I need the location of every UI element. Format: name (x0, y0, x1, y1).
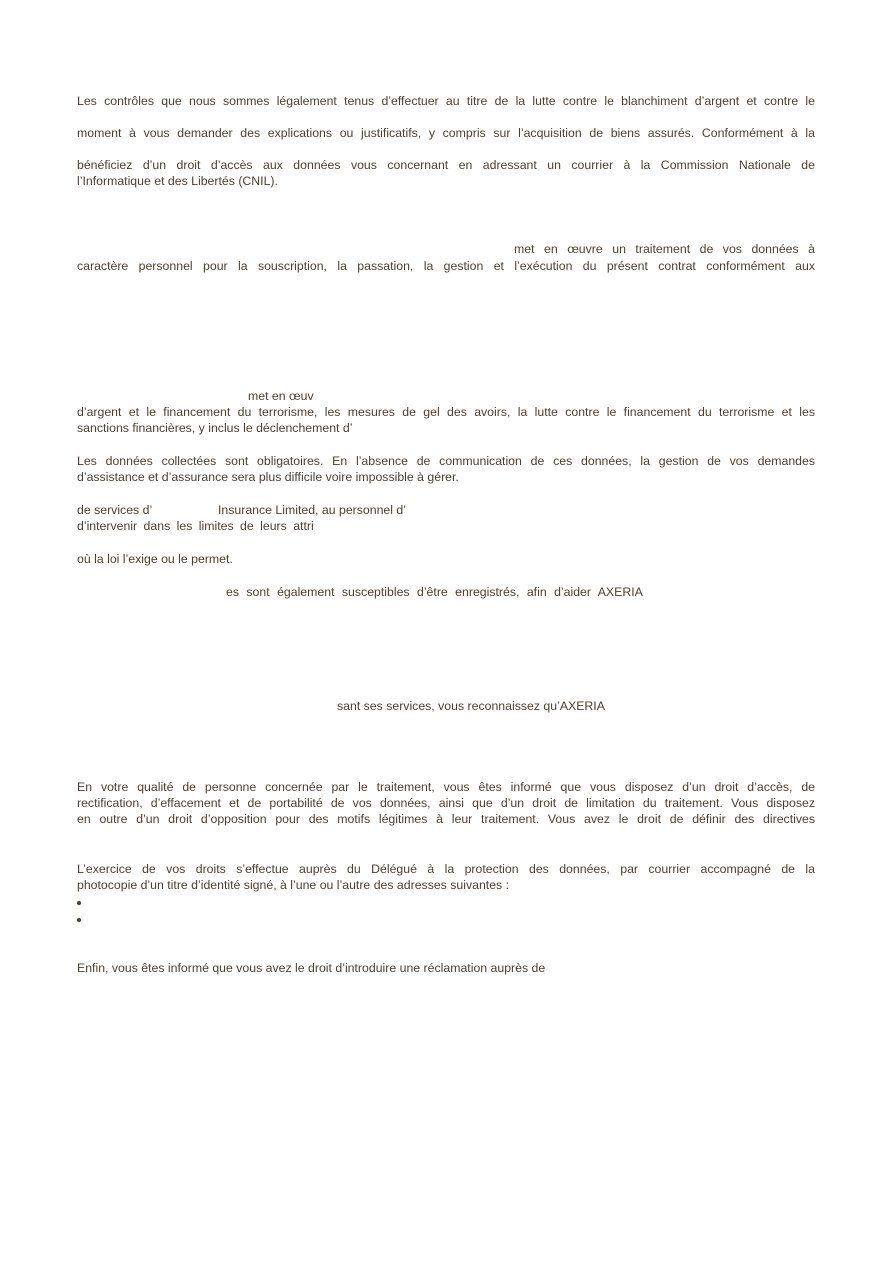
paragraph-aml-line-4: l’Informatique et des Libertés (CNIL). (77, 174, 278, 188)
paragraph-law-line-1: où la loi l’exige ou le permet. (77, 552, 233, 566)
paragraph-sanctions-line-1: met en œuv (248, 389, 314, 403)
paragraph-recipients-line-1a: de services d’ (77, 503, 153, 517)
paragraph-exercise-rights-line-2: photocopie d’un titre d’identité signé, à l’une ou l’autre des adresses suivantes : (77, 878, 510, 892)
paragraph-rights-line-1: En votre qualité de personne concernée par le traitement, vous êtes informé que vous disposez d’un droit d’accès, de (77, 780, 815, 794)
paragraph-recipients-line-2: d’intervenir dans les limites de leurs attri (77, 519, 314, 533)
bullet-address-2 (77, 918, 81, 922)
paragraph-sanctions-line-3: sanctions financières, y inclus le déclenchement d’ (77, 421, 353, 435)
bullet-address-1 (77, 901, 81, 905)
paragraph-sanctions-line-2: d’argent et le financement du terrorisme, les mesures de gel des avoirs, la lutte contre le financement du terrorisme et les (77, 405, 815, 419)
paragraph-recipients-line-1b: Insurance Limited, au personnel d’ (218, 503, 406, 517)
paragraph-rights-line-2: rectification, d’effacement et de portabilité de vos données, ainsi que d’un droit de limitation du traitement. Vous disposez (77, 796, 815, 810)
paragraph-processing-line-2: caractère personnel pour la souscription, la passation, la gestion et l’exécution du présent contrat conformément aux (77, 259, 815, 273)
paragraph-mandatory-data-line-2: d’assistance et d’assurance sera plus difficile voire impossible à gérer. (77, 470, 459, 484)
paragraph-aml-line-1: Les contrôles que nous sommes légalement tenus d’effectuer au titre de la lutte contre le blanchiment d’argent et contre le (77, 94, 815, 108)
paragraph-aml-line-3: bénéficiez d’un droit d’accès aux données vous concernant en adressant un courrier à la Commission Nationale de (77, 158, 815, 172)
paragraph-mandatory-data-line-1: Les données collectées sont obligatoires. En l’absence de communication de ces données, la gestion de vos demandes (77, 454, 815, 468)
paragraph-complaint-line-1: Enfin, vous êtes informé que vous avez le droit d’introduire une réclamation auprès de (77, 961, 546, 975)
paragraph-exercise-rights-line-1: L’exercice de vos droits s’effectue auprès du Délégué à la protection des données, par courrier accompagné de la (77, 862, 815, 876)
paragraph-rights-line-3: en outre d’un droit d’opposition pour des motifs légitimes à leur traitement. Vous avez le droit de définir des directives (77, 812, 815, 826)
paragraph-aml-line-2: moment à vous demander des explications ou justificatifs, y compris sur l’acquisition de biens assurés. Conformément à la (77, 126, 815, 140)
paragraph-recording-line-1: es sont également susceptibles d’être enregistrés, afin d’aider AXERIA (226, 585, 643, 599)
paragraph-services-line-1: sant ses services, vous reconnaissez qu’AXERIA (337, 699, 605, 713)
paragraph-processing-line-1: met en œuvre un traitement de vos données à (514, 242, 815, 256)
